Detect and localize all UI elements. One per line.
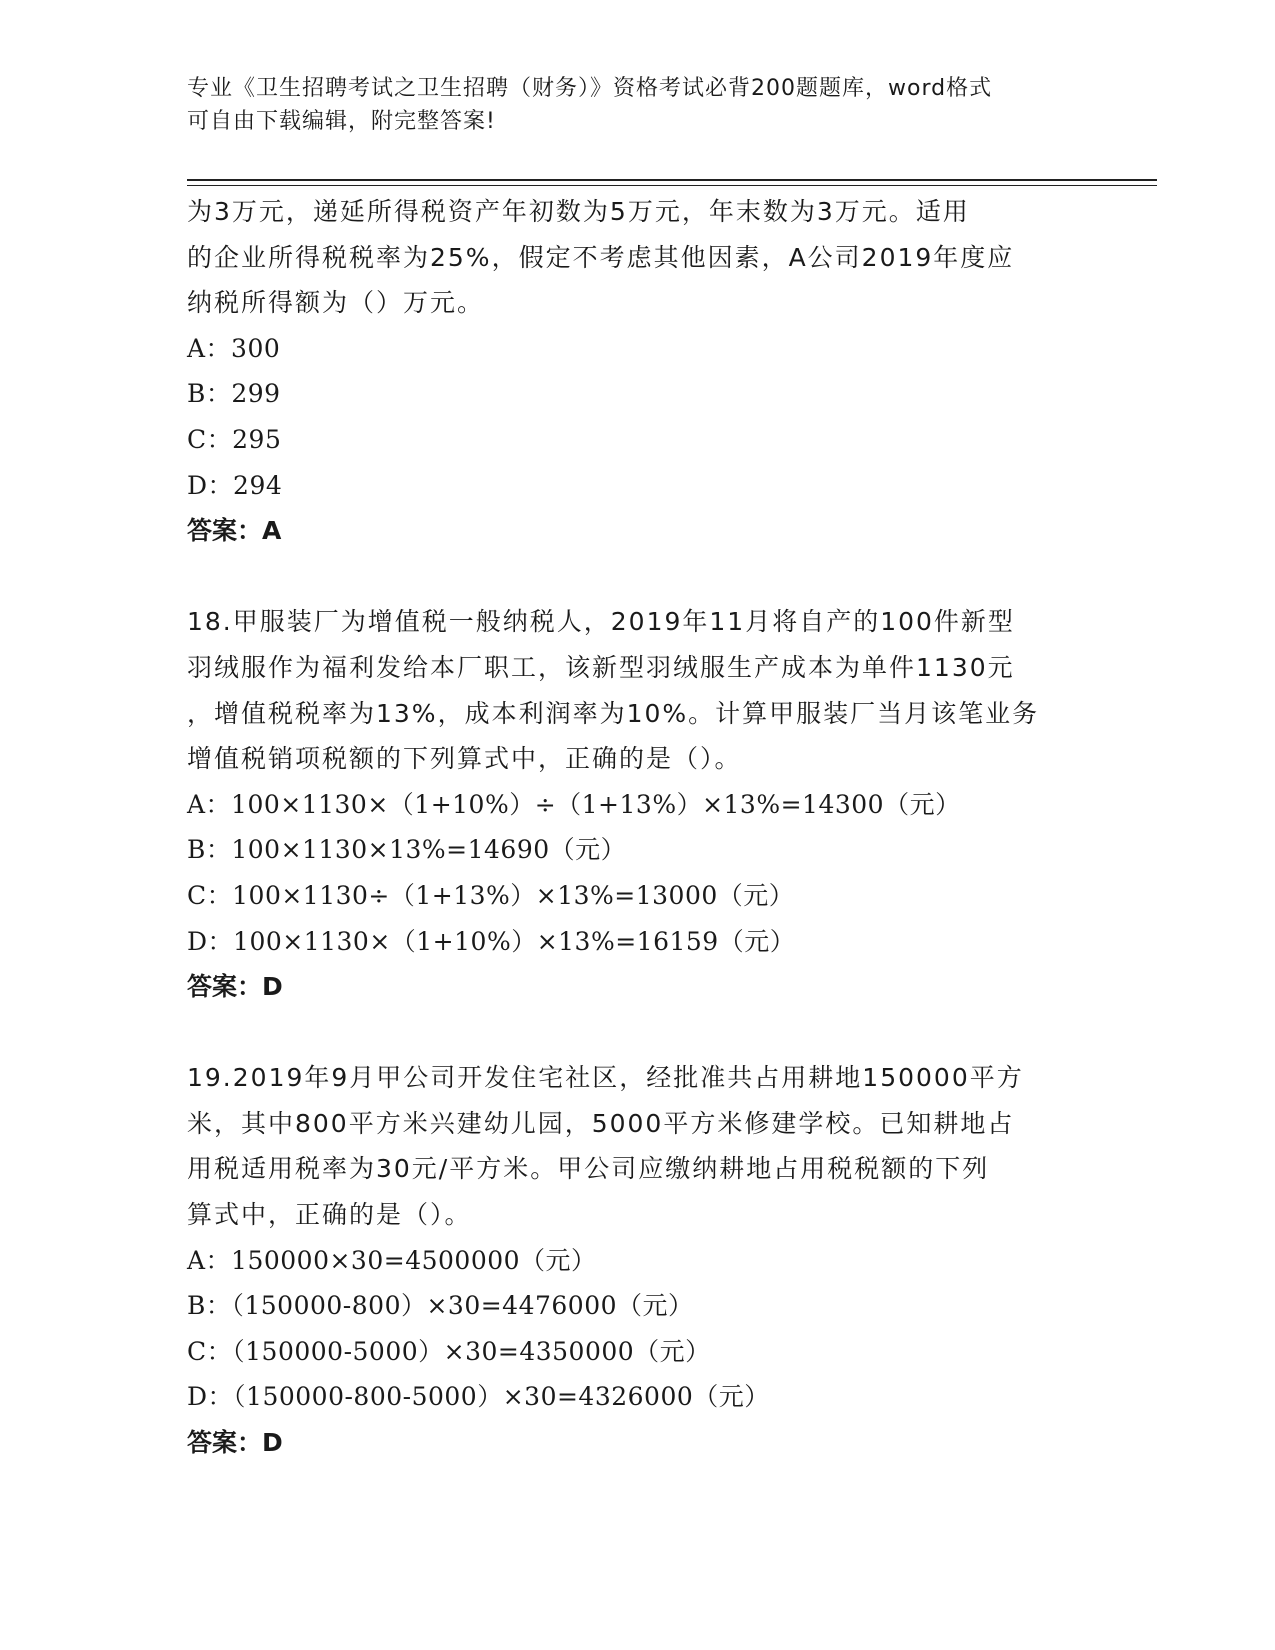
question-19-stem-line: 用税适用税率为30元/平方米。甲公司应缴纳耕地占用税税额的下列 [187,1154,990,1184]
document-body [187,189,1087,1466]
header-divider-thick [187,179,1157,181]
question-17-stem-line: 的企业所得税税率为25%，假定不考虑其他因素，A公司2019年度应 [187,242,1015,272]
question-17-option-a: A：300 [187,333,281,363]
document-header [187,72,1067,138]
spacer [187,554,1087,600]
question-17-stem-line: 为3万元，递延所得税资产年初数为5万元，年末数为3万元。适用 [187,197,970,226]
question-18-option-d: D：100×1130×（1+10%）×13%=16159（元） [187,926,796,956]
question-18-stem-line: 增值税销项税额的下列算式中，正确的是（）。 [187,744,742,774]
question-19-option-a: A：150000×30=4500000（元） [187,1245,597,1275]
question-19-block [187,1055,1087,1465]
question-19-answer: 答案：D [187,1428,283,1458]
header-line-1: 专业《卫生招聘考试之卫生招聘（财务）》资格考试必背200题题库，word格式 [187,76,993,101]
question-19-stem-line: 算式中，正确的是（）。 [187,1200,472,1230]
question-19-option-c: C：（150000-5000）×30=4350000（元） [187,1336,711,1366]
question-19-option-d: D：（150000-800-5000）×30=4326000（元） [187,1382,770,1412]
question-18-stem-line: 羽绒服作为福利发给本厂职工，该新型羽绒服生产成本为单件1130元 [187,652,1015,682]
question-18-option-b: B：100×1130×13%=14690（元） [187,835,627,865]
question-17-option-c: C：295 [187,424,282,454]
question-19-stem-line: 米，其中800平方米兴建幼儿园，5000平方米修建学校。已知耕地占 [187,1108,1015,1138]
question-18-stem-line: 18.甲服装厂为增值税一般纳税人，2019年11月将自产的100件新型 [187,607,1015,637]
question-18-answer: 答案：D [187,972,283,1002]
question-18-option-c: C：100×1130÷（1+13%）×13%=13000（元） [187,880,795,910]
header-line-2: 可自由下载编辑，附完整答案! [187,109,496,134]
question-17-block [187,189,1087,554]
question-18-stem-line: ，增值税税率为13%，成本利润率为10%。计算甲服装厂当月该笔业务 [187,698,1040,728]
question-19-option-b: B：（150000-800）×30=4476000（元） [187,1291,694,1321]
question-18-block [187,599,1087,1009]
header-divider-thin [187,185,1157,186]
question-17-option-b: B：299 [187,379,281,409]
spacer [187,1010,1087,1056]
question-17-answer: 答案：A [187,516,282,546]
question-17-option-d: D：294 [187,470,283,500]
question-18-option-a: A：100×1130×（1+10%）÷（1+13%）×13%=14300（元） [187,789,961,819]
question-19-stem-line: 19.2019年9月甲公司开发住宅社区，经批准共占用耕地150000平方 [187,1063,1024,1093]
question-17-stem-line: 纳税所得额为（）万元。 [187,288,485,318]
